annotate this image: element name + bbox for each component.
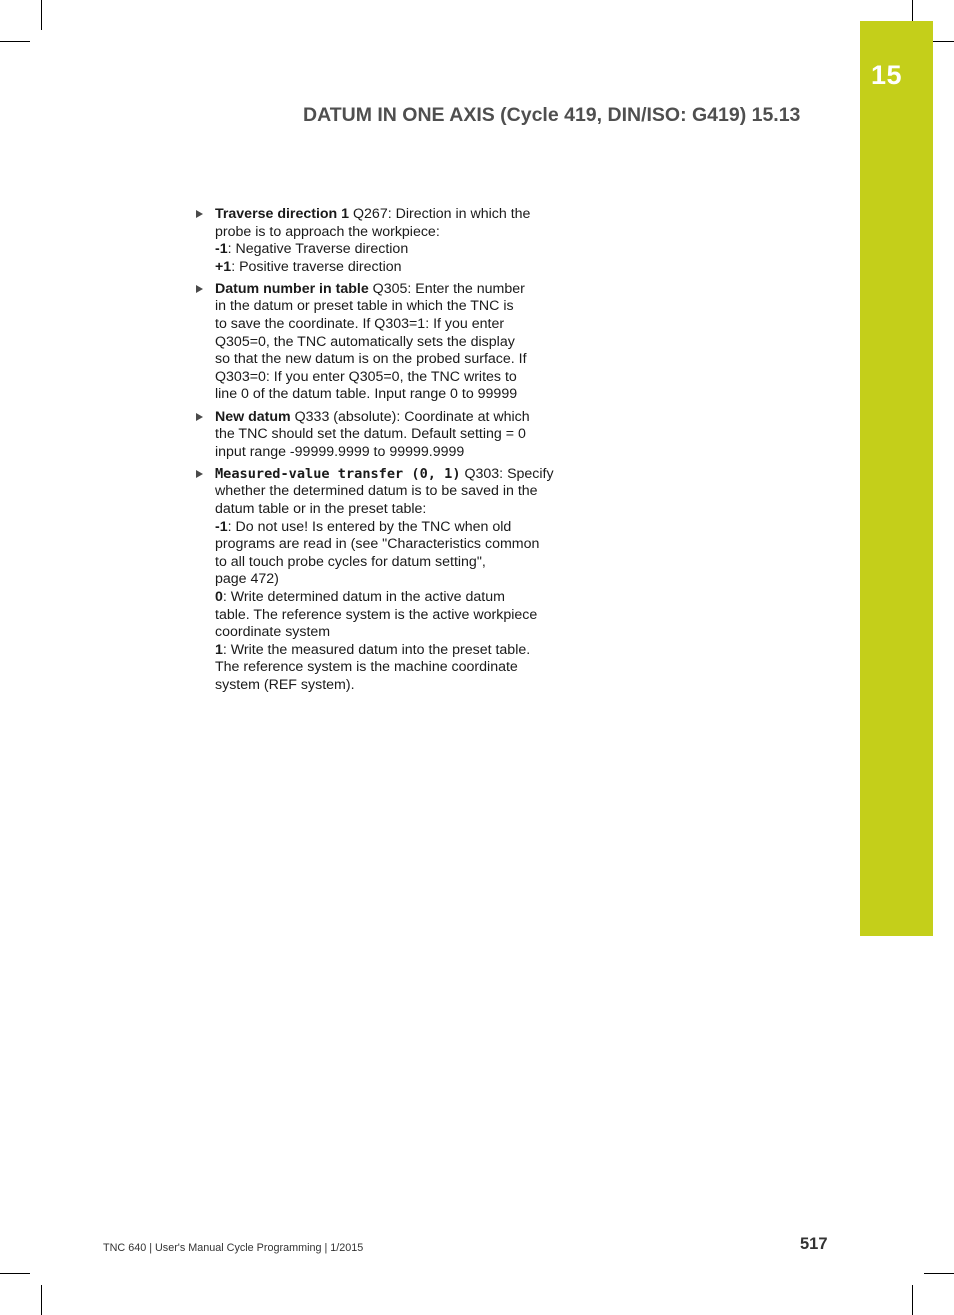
parameter-line: [215, 642, 560, 660]
parameter-keyword: Datum number in table: [215, 280, 369, 297]
parameter-text: Q303: Specify: [460, 465, 554, 482]
parameter-line: [215, 444, 560, 462]
parameter-line: [215, 316, 560, 334]
parameter-text: whether the determined datum is to be saved in the: [215, 483, 538, 500]
parameter-line: [215, 571, 560, 589]
parameter-line: [215, 281, 560, 299]
crop-mark: [41, 0, 42, 30]
parameter-line: [215, 554, 560, 572]
parameter-item: [195, 206, 560, 276]
parameter-line: [215, 298, 560, 316]
parameter-line: [215, 259, 560, 277]
parameter-text: so that the new datum is on the probed surface. If: [215, 351, 527, 368]
parameter-text: Q303=0: If you enter Q305=0, the TNC writes to: [215, 368, 517, 385]
parameter-item: [195, 281, 560, 404]
triangle-bullet-icon: [196, 210, 203, 218]
parameter-item: [195, 466, 560, 695]
chapter-number: 15: [871, 60, 903, 90]
parameter-list: [195, 206, 560, 699]
parameter-item: [195, 409, 560, 462]
crop-mark: [912, 1285, 913, 1315]
parameter-text: : Positive traverse direction: [231, 258, 402, 275]
parameter-line: [215, 589, 560, 607]
parameter-line: [215, 206, 560, 224]
parameter-text: page 472): [215, 571, 279, 588]
parameter-text: Q333 (absolute): Coordinate at which: [290, 408, 530, 425]
parameter-text: the TNC should set the datum. Default setting = 0: [215, 426, 526, 443]
chapter-tab: [860, 21, 933, 936]
parameter-keyword: -1: [215, 241, 228, 258]
parameter-line: [215, 369, 560, 387]
parameter-keyword: Traverse direction 1: [215, 206, 350, 222]
parameter-text: : Write the measured datum into the preset table.: [222, 641, 531, 658]
crop-mark: [0, 41, 30, 42]
parameter-line: [215, 659, 560, 677]
crop-mark: [41, 1285, 42, 1315]
parameter-keyword: New datum: [215, 408, 291, 425]
parameter-line: [215, 334, 560, 352]
parameter-text: datum table or in the preset table:: [215, 501, 427, 517]
page-number: 517: [800, 1235, 828, 1253]
parameter-line: [215, 536, 560, 554]
parameter-text: coordinate system: [215, 624, 331, 641]
parameter-text: : Write determined datum in the active datum: [222, 588, 505, 605]
parameter-line: [215, 677, 560, 695]
parameter-keyword: 1: [215, 641, 223, 658]
parameter-text: input range -99999.9999 to 99999.9999: [215, 443, 465, 460]
triangle-bullet-icon: [196, 413, 203, 421]
parameter-text: probe is to approach the workpiece:: [215, 223, 440, 240]
parameter-text: The reference system is the machine coordinate: [215, 659, 518, 676]
parameter-line: [215, 386, 560, 404]
parameter-text: system (REF system).: [215, 676, 355, 693]
parameter-text: programs are read in (see "Characteristics common: [215, 536, 540, 553]
parameter-text: in the datum or preset table in which the TNC is: [215, 298, 514, 315]
triangle-bullet-icon: [196, 470, 203, 478]
parameter-text: : Do not use! Is entered by the TNC when old: [227, 518, 512, 535]
parameter-line: [215, 466, 560, 484]
parameter-line: [215, 501, 560, 519]
crop-mark: [0, 1273, 30, 1274]
parameter-line: [215, 519, 560, 537]
parameter-line: [215, 241, 560, 259]
footer-text: TNC 640 | User's Manual Cycle Programming | 1/2015: [103, 1242, 364, 1254]
parameter-keyword: -1: [215, 518, 228, 535]
parameter-line: [215, 607, 560, 625]
parameter-line: [215, 426, 560, 444]
parameter-text: to save the coordinate. If Q303=1: If you enter: [215, 316, 505, 333]
parameter-text: Q305=0, the TNC automatically sets the display: [215, 333, 515, 350]
parameter-keyword: +1: [215, 258, 232, 275]
running-header: DATUM IN ONE AXIS (Cycle 419, DIN/ISO: G419) 15.13: [303, 104, 801, 126]
triangle-bullet-icon: [196, 285, 203, 293]
crop-mark: [924, 1273, 954, 1274]
parameter-keyword: 0: [215, 588, 223, 605]
parameter-line: [215, 351, 560, 369]
parameter-line: [215, 224, 560, 242]
parameter-keyword: Measured-value transfer (0, 1): [215, 465, 461, 482]
parameter-line: [215, 409, 560, 427]
parameter-line: [215, 624, 560, 642]
parameter-text: table. The reference system is the active workpiece: [215, 606, 538, 623]
parameter-line: [215, 483, 560, 501]
parameter-text: Q267: Direction in which the: [349, 206, 531, 222]
parameter-text: line 0 of the datum table. Input range 0 to 99999: [215, 386, 518, 403]
parameter-text: to all touch probe cycles for datum setting",: [215, 553, 486, 570]
parameter-text: : Negative Traverse direction: [227, 241, 409, 258]
parameter-text: Q305: Enter the number: [368, 280, 525, 297]
